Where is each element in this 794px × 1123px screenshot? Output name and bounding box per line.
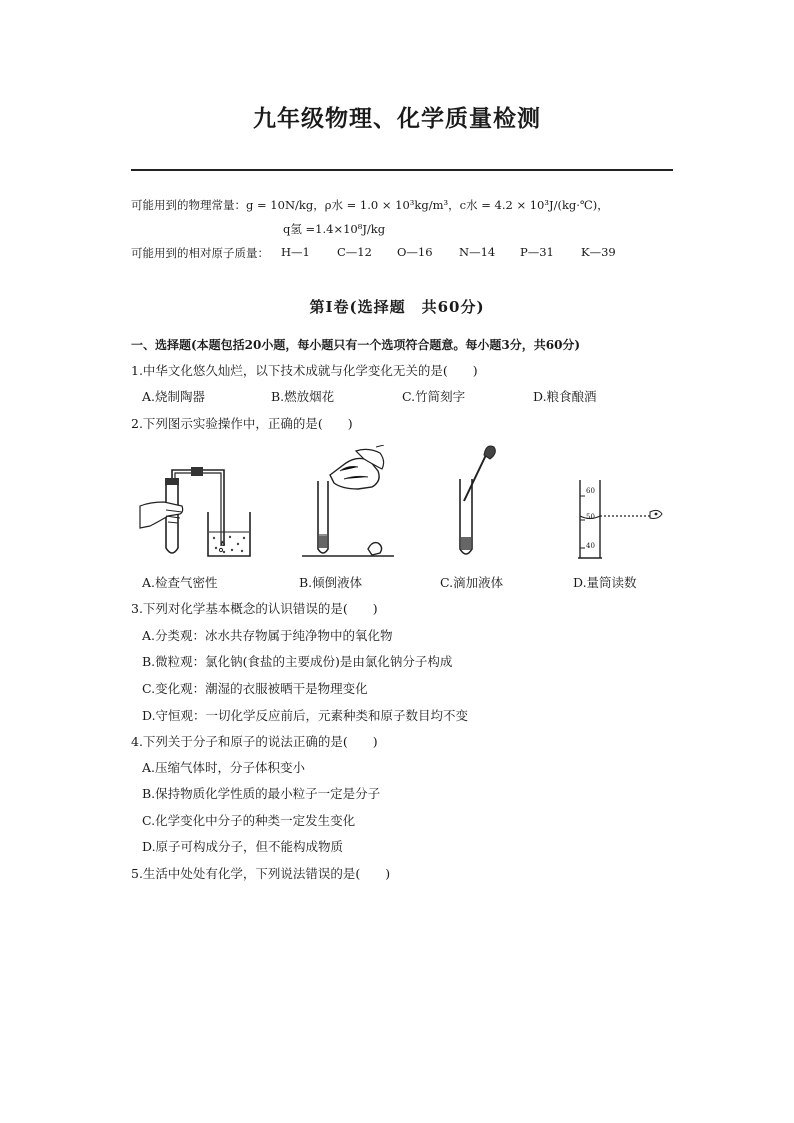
question-2-option-c: C.滴加液体: [440, 575, 504, 590]
atomic-mass-h: H—1: [281, 245, 310, 259]
page-title: 九年级物理、化学质量检测: [253, 105, 541, 132]
title-divider: [131, 169, 673, 171]
atomic-mass-label: 可能用到的相对原子质量：: [131, 246, 269, 260]
question-3-option-c: C.变化观：潮湿的衣服被晒干是物理变化: [142, 681, 368, 696]
question-4-option-c: C.化学变化中分子的种类一定发生变化: [142, 813, 356, 828]
atomic-mass-o: O—16: [397, 245, 433, 259]
question-1-option-b: B.燃放烟花: [271, 389, 335, 404]
physics-constants-line1: 可能用到的物理常量：g = 10N/kg，ρ水 = 1.0 × 10³kg/m³，c水 = 4.2 × 10³J/(kg·℃)，: [131, 198, 609, 212]
question-4-stem: 4.下列关于分子和原子的说法正确的是( ): [131, 734, 378, 749]
atomic-mass-p: P—31: [520, 245, 554, 259]
dropping-liquid-figure: [440, 441, 510, 559]
section-title: 第Ⅰ卷(选择题 共60分): [309, 298, 485, 316]
section-instructions: 一、选择题(本题包括20小题，每小题只有一个选项符合题意。每小题3分，共60分): [131, 338, 581, 352]
cylinder-scale-60: 60: [586, 487, 595, 495]
atomic-mass-n: N—14: [459, 245, 496, 259]
question-1-option-c: C.竹简刻字: [402, 389, 466, 404]
question-4-option-a: A.压缩气体时，分子体积变小: [142, 760, 306, 775]
question-5-stem: 5.生活中处处有化学，下列说法错误的是( ): [131, 866, 391, 881]
question-2-option-b: B.倾倒液体: [299, 575, 363, 590]
question-3-option-b: B.微粒观：氯化钠(食盐的主要成份)是由氯化钠分子构成: [142, 654, 453, 669]
question-2-option-a: A.检查气密性: [142, 575, 218, 590]
atomic-mass-k: K—39: [581, 245, 616, 259]
question-4-option-b: B.保持物质化学性质的最小粒子一定是分子: [142, 786, 381, 801]
cylinder-scale-50: 50: [586, 513, 595, 521]
pouring-liquid-figure: [298, 445, 398, 563]
question-3-stem: 3.下列对化学基本概念的认识错误的是( ): [131, 601, 378, 616]
cylinder-scale-40: 40: [586, 542, 595, 550]
question-4-option-d: D.原子可构成分子，但不能构成物质: [142, 839, 344, 854]
atomic-mass-c: C—12: [337, 245, 372, 259]
question-3-option-a: A.分类观：冰水共存物属于纯净物中的氧化物: [142, 628, 393, 643]
physics-constants-line2: q氢 =1.4×10⁸J/kg: [283, 222, 386, 236]
question-2-stem: 2.下列图示实验操作中，正确的是( ): [131, 416, 353, 431]
question-3-option-d: D.守恒观：一切化学反应前后，元素种类和原子数目均不变: [142, 708, 469, 723]
question-1-option-a: A.烧制陶器: [142, 389, 206, 404]
airtightness-check-figure: [136, 462, 256, 562]
question-1-stem: 1.中华文化悠久灿烂，以下技术成就与化学变化无关的是( ): [131, 363, 478, 378]
question-2-option-d: D.量筒读数: [573, 575, 637, 590]
question-1-option-d: D.粮食酿酒: [533, 389, 597, 404]
